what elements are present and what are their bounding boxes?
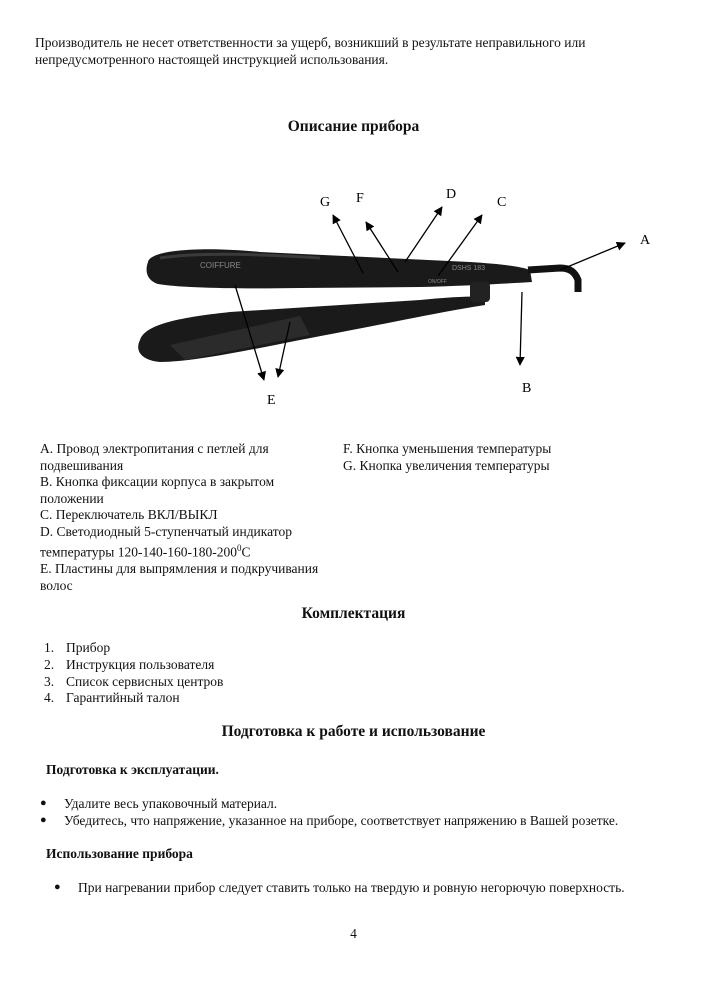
arrow-b	[520, 292, 522, 365]
bullets-usage	[54, 879, 694, 896]
page-number: 4	[350, 926, 357, 941]
section-heading-preparation: Подготовка к работе и использование	[221, 723, 486, 740]
arrow-d	[405, 207, 442, 262]
label-f: F	[356, 191, 364, 206]
part-d	[40, 524, 320, 562]
bullet-icon: ●	[40, 814, 47, 826]
part-g: G. Кнопка увеличения температуры	[343, 457, 550, 473]
subheading-preparation: Подготовка к эксплуатации.	[46, 762, 219, 777]
kit-list	[44, 640, 223, 707]
switch-mark: ON/OFF	[428, 279, 447, 285]
label-a: A	[640, 233, 651, 248]
section-heading-kit: Комплектация	[301, 605, 406, 622]
bullet-text: Убедитесь, что напряжение, указанное на приборе, соответствует напряжению в Вашей розетке.	[64, 813, 619, 828]
subheading-usage: Использование прибора	[46, 846, 193, 861]
degree-sup: 0	[236, 543, 242, 553]
part-b: B. Кнопка фиксации корпуса в закрытом положении	[40, 474, 275, 506]
label-g: G	[320, 195, 331, 210]
list-item	[44, 690, 223, 707]
item-text: Гарантийный талон	[66, 690, 180, 706]
model-mark: DSHS 183	[452, 265, 486, 272]
label-e: E	[267, 393, 276, 408]
item-number: 3.	[44, 673, 55, 689]
brand-mark: COIFFURE	[200, 261, 241, 270]
intro-paragraph: Производитель не несет ответственности за ущерб, возникший в результате неправильного или непредусмотренного настоящей инструкцией использования.	[35, 35, 586, 67]
item-text: Инструкция пользователя	[66, 656, 215, 672]
parts-list-left	[40, 441, 320, 594]
temp-unit: C	[241, 544, 251, 560]
bullets-preparation	[40, 795, 680, 829]
list-item	[44, 674, 223, 691]
item-text: Прибор	[66, 640, 111, 655]
device-figure	[0, 0, 707, 420]
bullet-text: Удалите весь упаковочный материал.	[64, 796, 278, 811]
part-f: F. Кнопка уменьшения температуры	[343, 441, 552, 456]
cord-shape	[528, 268, 578, 292]
item-number: 4.	[44, 690, 55, 706]
part-e: E. Пластины для выпрямления и подкручивания волос	[40, 561, 319, 593]
arrow-a	[560, 243, 625, 270]
item-text: Список сервисных центров	[66, 673, 224, 689]
part-a: A. Провод электропитания с петлей для подвешивания	[40, 441, 269, 473]
label-d: D	[446, 187, 457, 202]
list-item	[44, 657, 223, 674]
section-heading-description: Описание прибора	[287, 118, 420, 135]
part-d-text: D. Светодиодный 5-ступенчатый индикатор температуры 120-140-160-180-200	[40, 523, 293, 560]
bullet-item	[40, 812, 680, 829]
hinge-shape	[470, 282, 490, 302]
item-number: 1.	[44, 640, 55, 655]
bullet-icon: ●	[54, 881, 61, 893]
item-number: 2.	[44, 656, 55, 672]
list-item	[44, 640, 223, 657]
bullet-text: При нагревании прибор следует ставить только на твердую и ровную негорючую поверхность.	[78, 880, 625, 895]
bullet-item	[54, 879, 694, 896]
bullet-item	[40, 795, 680, 812]
bullet-icon: ●	[40, 797, 47, 809]
label-c: C	[497, 195, 507, 210]
label-b: B	[522, 381, 532, 396]
parts-list-right	[343, 441, 683, 474]
part-c: C. Переключатель ВКЛ/ВЫКЛ	[40, 507, 218, 522]
